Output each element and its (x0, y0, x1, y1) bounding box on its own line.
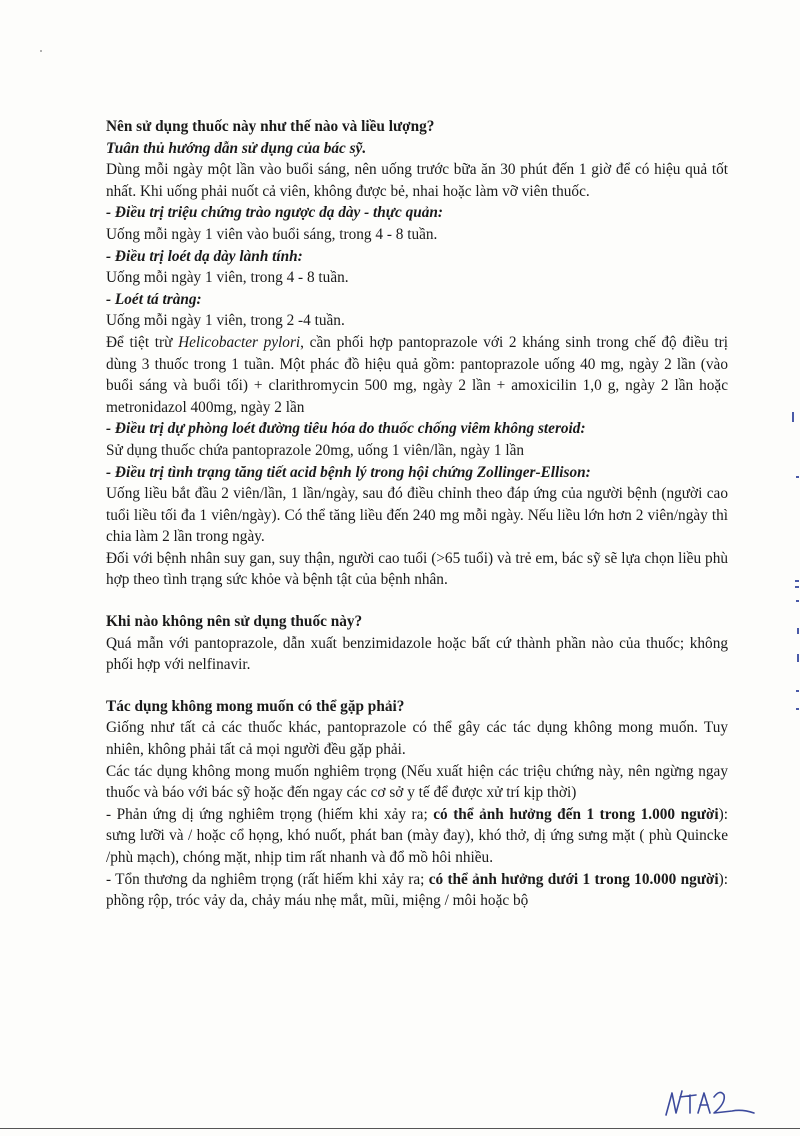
margin-mark (796, 476, 799, 478)
margin-mark (796, 690, 799, 692)
reflux-title: - Điều trị triệu chứng trào ngược dạ dày - thực quản: (106, 204, 443, 222)
skin-paragraph (106, 869, 728, 912)
hp-species-name: Helicobacter pylori (178, 333, 301, 351)
nsaid-title: - Điều trị dự phòng loét đường tiêu hóa do thuốc chống viêm không steroid: (106, 420, 586, 438)
document-body (106, 116, 728, 912)
skin-frequency: có thể ảnh hưởng dưới 1 trong 10.000 người (428, 870, 719, 888)
section-heading-contraindications: Khi nào không nên sử dụng thuốc này? (106, 613, 363, 631)
allergy-paragraph (106, 804, 728, 869)
nsaid-text: Sử dụng thuốc chứa pantoprazole 20mg, uống 1 viên/lần, ngày 1 lần (106, 441, 525, 459)
reflux-text: Uống mỗi ngày 1 viên vào buổi sáng, trong 4 - 8 tuần. (106, 225, 438, 243)
duodenal-ulcer-text: Uống mỗi ngày 1 viên, trong 2 -4 tuần. (106, 312, 345, 330)
margin-mark (796, 600, 799, 602)
skin-post: ): phồng rộp, tróc vảy da, chảy máu nhẹ mắt, mũi, miệng / môi hoặc bộ (106, 870, 728, 910)
helicobacter-paragraph (106, 332, 728, 418)
zollinger-ellison-text: Uống liều bắt đầu 2 viên/lần, 1 lần/ngày, sau đó điều chỉnh theo đáp ứng của người bệnh (người cao tuổi liều tối đa 1 viên/ngày). Có thể tăng liều đến 240 mg mỗi ngày. Nếu liều lớn hơn 2 viên/ngày thì chia làm 2 lần trong ngày. (106, 485, 728, 546)
margin-mark (795, 580, 799, 582)
duodenal-ulcer-title: - Loét tá tràng: (106, 290, 202, 308)
allergy-frequency: có thể ảnh hưởng đến 1 trong 1.000 người (433, 805, 719, 823)
serious-side-effects-text: Các tác dụng không mong muốn nghiêm trọng (Nếu xuất hiện các triệu chứng này, nên ngừng ngay thuốc và báo với bác sỹ hoặc đến ngay các cơ sở y tế để được xử trí kịp thời) (106, 762, 728, 802)
contraindications-text: Quá mẫn với pantoprazole, dẫn xuất benzimidazole hoặc bất cứ thành phần nào của thuốc; không phối hợp với nelfinavir. (106, 634, 728, 674)
margin-mark (797, 628, 799, 634)
section-heading-side-effects: Tác dụng không mong muốn có thể gặp phải? (106, 697, 405, 715)
margin-mark (796, 708, 799, 710)
hp-pre: Để tiệt trừ (106, 333, 179, 351)
scan-speck (40, 50, 42, 52)
subheading-doctor-instructions: Tuân thủ hướng dẫn sử dụng của bác sỹ. (106, 139, 367, 157)
margin-mark (797, 654, 799, 662)
margin-mark (792, 412, 794, 422)
dosage-intro: Dùng mỗi ngày một lần vào buổi sáng, nên uống trước bữa ăn 30 phút đến 1 giờ để có hiệu quả tốt nhất. Khi uống phải nuốt cả viên, không được bẻ, nhai hoặc làm vỡ viên thuốc. (106, 161, 728, 200)
hp-post: , cần phối hợp pantoprazole với 2 kháng sinh trong chế độ điều trị dùng 3 thuốc trong 1 tuần. Một phác đồ hiệu quả gồm: pantoprazole uống 40 mg, ngày 2 lần (vào buổi sáng và buổi tối) + clarithromycin 500 mg, ngày 2 lần + amoxicilin 1,0 g, ngày 2 lần hoặc metronidazol 400mg, ngày 2 lần (106, 333, 729, 416)
allergy-pre: - Phản ứng dị ứng nghiêm trọng (hiếm khi xảy ra; (106, 805, 434, 823)
section-heading-dosage: Nên sử dụng thuốc này như thế nào và liều lượng? (106, 118, 435, 135)
gastric-ulcer-text: Uống mỗi ngày 1 viên, trong 4 - 8 tuần. (106, 269, 349, 287)
special-populations-text: Đối với bệnh nhân suy gan, suy thận, người cao tuổi (>65 tuổi) và trẻ em, bác sỹ sẽ lựa chọn liều phù hợp theo tình trạng sức khỏe và bệnh tật của bệnh nhân. (106, 549, 728, 589)
zollinger-ellison-title: - Điều trị tình trạng tăng tiết acid bệnh lý trong hội chứng Zollinger-Ellison: (106, 463, 591, 481)
margin-mark (795, 586, 799, 588)
side-effects-intro: Giống như tất cả các thuốc khác, pantoprazole có thể gây các tác dụng không mong muốn. Tuy nhiên, không phải tất cả mọi người đều gặp phải. (106, 719, 728, 759)
skin-pre: - Tổn thương da nghiêm trọng (rất hiếm khi xảy ra; (106, 870, 429, 888)
signature-mark (662, 1083, 762, 1123)
gastric-ulcer-title: - Điều trị loét dạ dày lành tính: (106, 247, 303, 265)
signature-text: NTA2 (710, 1107, 713, 1108)
allergy-post: ): sưng lưỡi và / hoặc cổ họng, khó nuốt, phát ban (mày đay), khó thở, dị ứng sưng mặt ( phù Quincke /phù mạch), chóng mặt, nhịp tim rất nhanh và đổ mồ hôi nhiều. (106, 805, 728, 866)
bottom-rule (0, 1128, 800, 1129)
